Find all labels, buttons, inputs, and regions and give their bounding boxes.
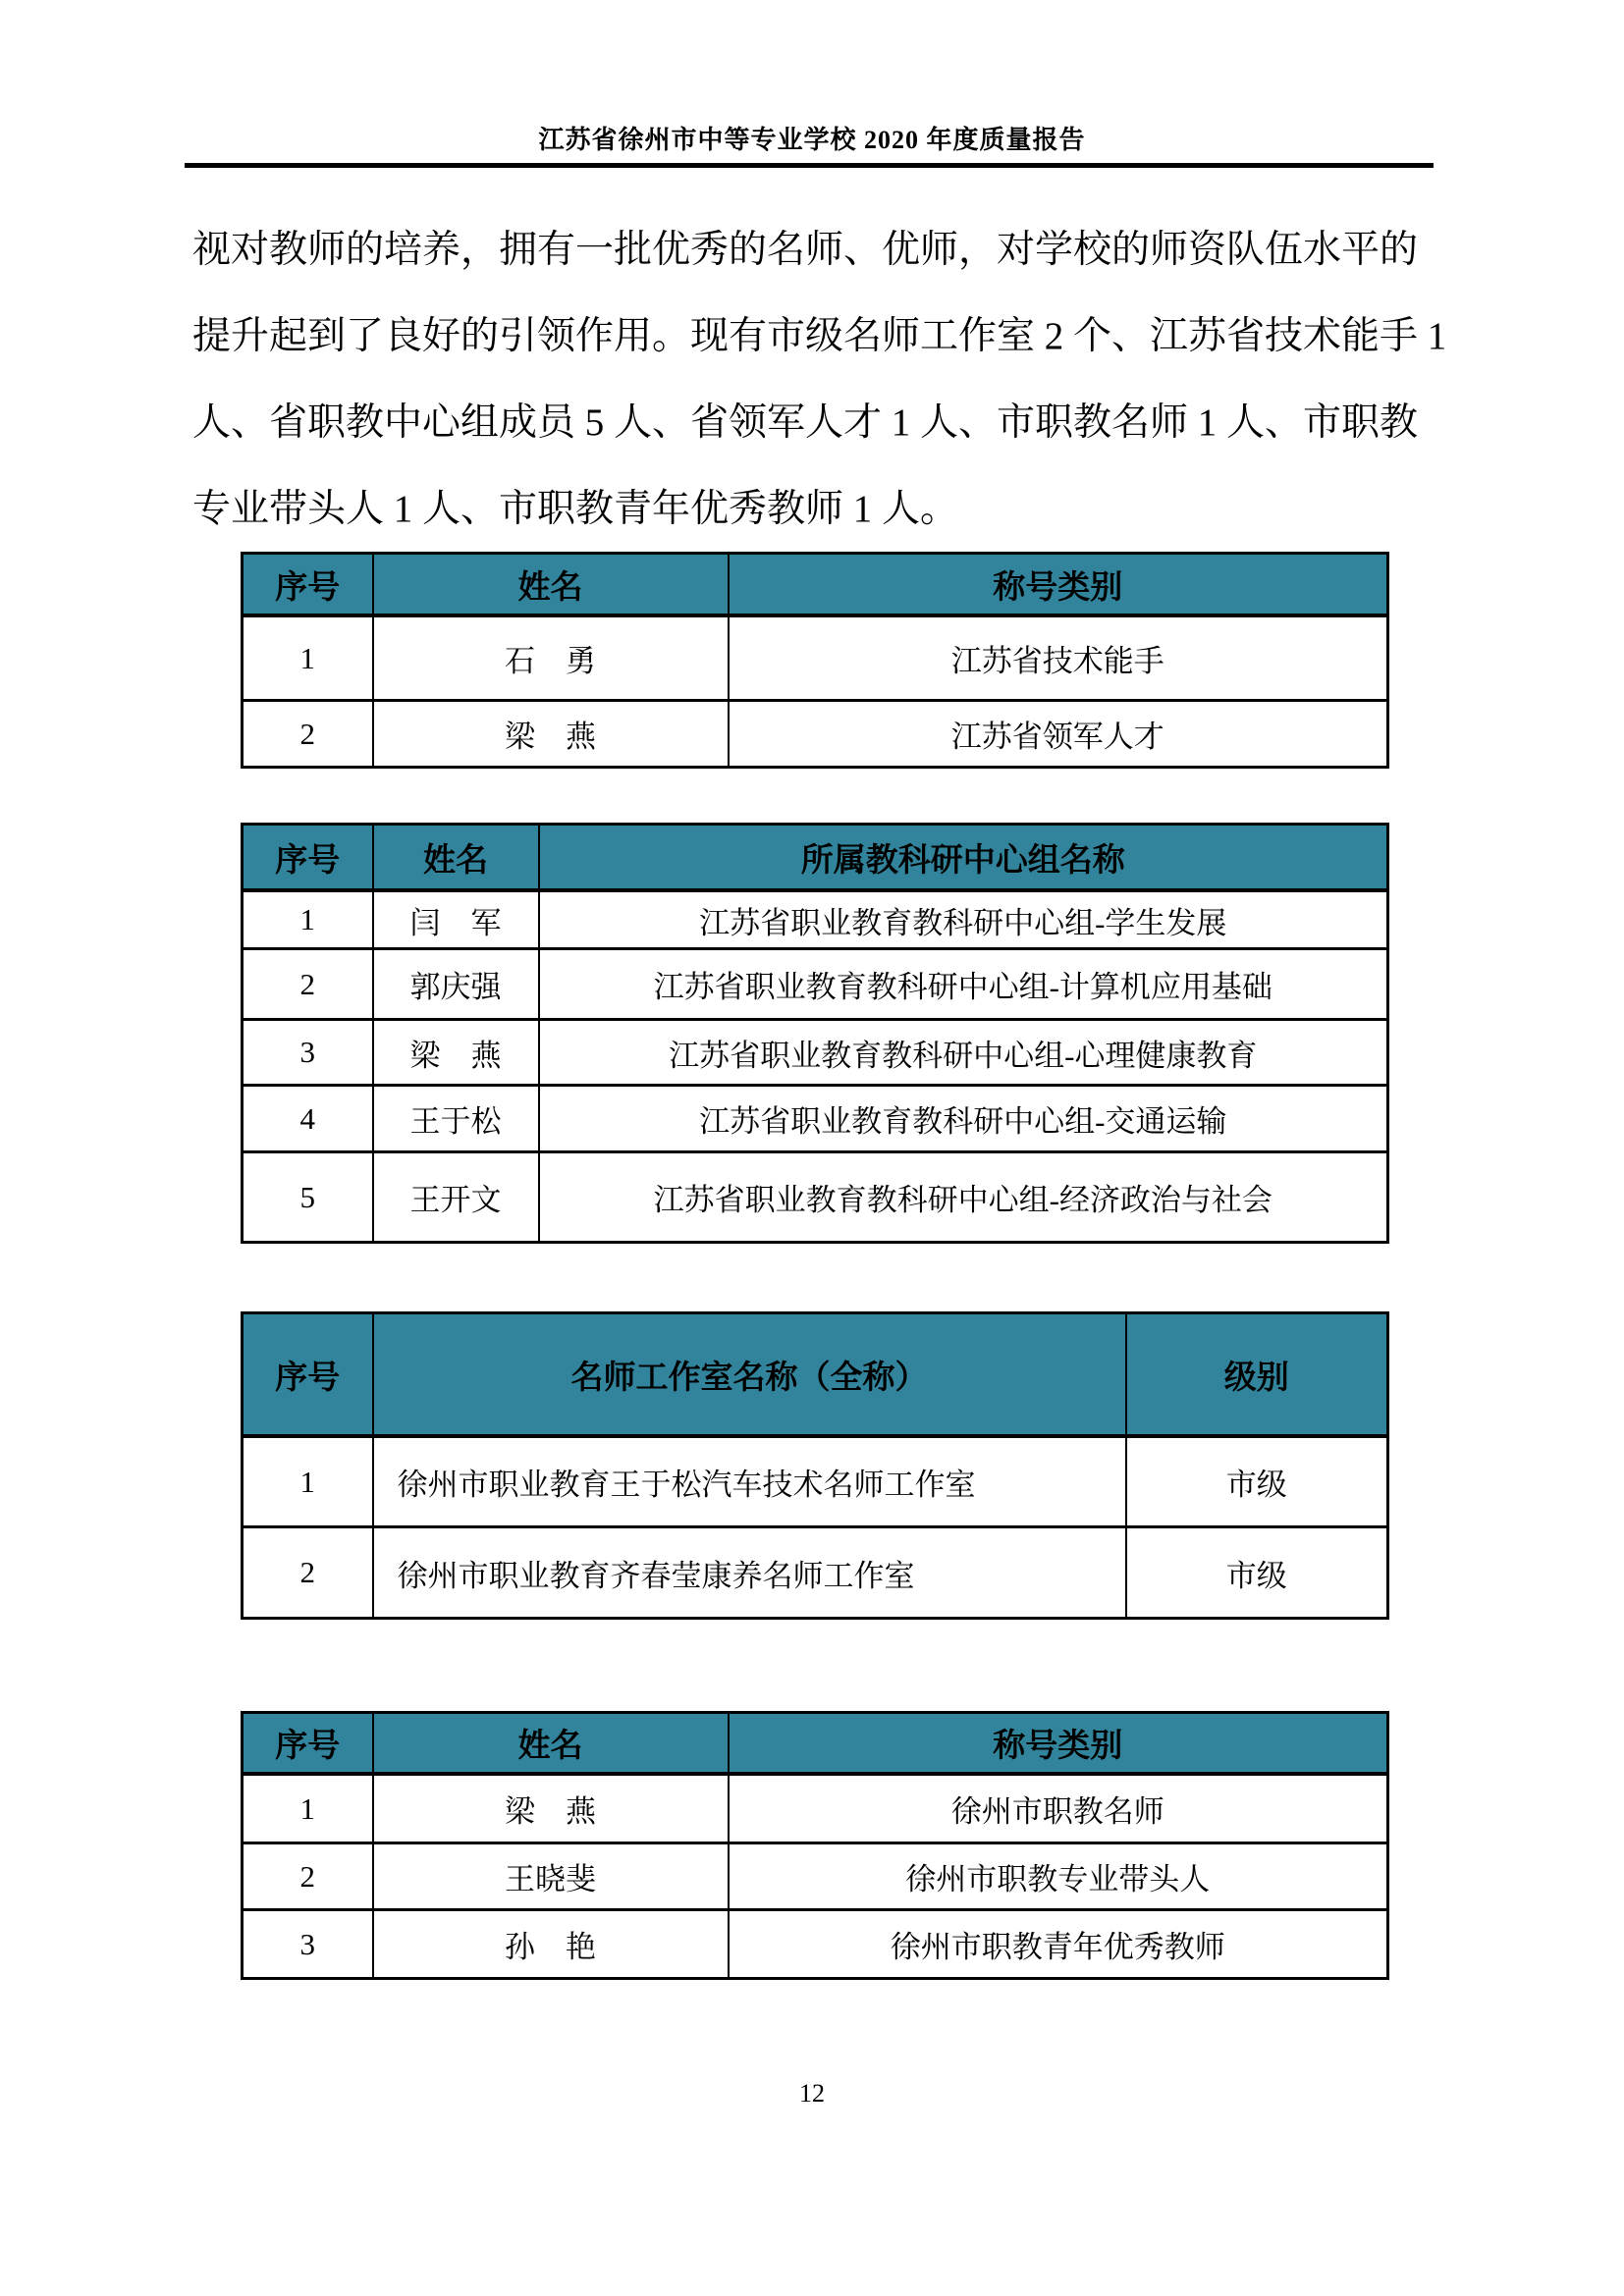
header-cell-seq: 序号 <box>243 1313 373 1437</box>
header-cell-name: 姓名 <box>373 825 539 891</box>
table-row <box>243 1436 1388 1527</box>
cell-seq: 5 <box>243 1152 373 1243</box>
header-cell-name: 姓名 <box>373 554 729 616</box>
table-master-studios <box>241 1311 1386 1620</box>
table-provincial-titles <box>241 552 1386 769</box>
table-row <box>243 890 1388 949</box>
table-row <box>243 1527 1388 1619</box>
header-cell-name: 姓名 <box>373 1713 729 1775</box>
table-row <box>243 1910 1388 1979</box>
header-cell-seq: 序号 <box>243 825 373 891</box>
cell-group: 江苏省职业教育教科研中心组-学生发展 <box>539 890 1388 949</box>
cell-name: 王于松 <box>373 1086 539 1152</box>
header-cell-seq: 序号 <box>243 1713 373 1775</box>
cell-seq: 1 <box>243 1436 373 1527</box>
cell-seq: 4 <box>243 1086 373 1152</box>
cell-name: 王开文 <box>373 1152 539 1243</box>
cell-seq: 2 <box>243 949 373 1020</box>
cell-seq: 1 <box>243 1774 373 1843</box>
cell-name: 孙 艳 <box>373 1910 729 1979</box>
cell-seq: 2 <box>243 1843 373 1910</box>
table-municipal-titles <box>241 1711 1386 1980</box>
cell-title-type: 徐州市职教专业带头人 <box>729 1843 1388 1910</box>
cell-studio: 徐州市职业教育王于松汽车技术名师工作室 <box>373 1436 1126 1527</box>
table-header-row <box>243 825 1388 891</box>
paragraph-line: 专业带头人 1 人、市职教青年优秀教师 1 人。 <box>192 488 959 530</box>
table-row <box>243 1774 1388 1843</box>
header-rule <box>185 163 1434 168</box>
cell-title-type: 徐州市职教青年优秀教师 <box>729 1910 1388 1979</box>
table-row <box>243 1152 1388 1243</box>
paragraph-line: 提升起到了良好的引领作用。现有市级名师工作室 2 个、江苏省技术能手 1 <box>192 315 1447 357</box>
table-header-row <box>243 1313 1388 1437</box>
cell-group: 江苏省职业教育教科研中心组-交通运输 <box>539 1086 1388 1152</box>
cell-group: 江苏省职业教育教科研中心组-经济政治与社会 <box>539 1152 1388 1243</box>
paragraph-line: 人、省职教中心组成员 5 人、省领军人才 1 人、市职教名师 1 人、市职教 <box>192 401 1419 444</box>
table-header-row <box>243 554 1388 616</box>
cell-name: 闫 军 <box>373 890 539 949</box>
cell-name: 郭庆强 <box>373 949 539 1020</box>
table-row <box>243 1843 1388 1910</box>
cell-name: 石 勇 <box>373 615 729 701</box>
header-cell-seq: 序号 <box>243 554 373 616</box>
cell-studio: 徐州市职业教育齐春莹康养名师工作室 <box>373 1527 1126 1619</box>
table-row <box>243 949 1388 1020</box>
cell-seq: 3 <box>243 1020 373 1086</box>
doc-header-title: 江苏省徐州市中等专业学校 2020 年度质量报告 <box>538 126 1086 154</box>
table-row <box>243 1086 1388 1152</box>
cell-name: 梁 燕 <box>373 1774 729 1843</box>
paragraph-line: 视对教师的培养，拥有一批优秀的名师、优师，对学校的师资队伍水平的 <box>192 229 1419 271</box>
body-paragraph <box>192 207 1447 553</box>
table-research-groups <box>241 823 1386 1244</box>
table-row <box>243 1020 1388 1086</box>
cell-title-type: 江苏省技术能手 <box>729 615 1388 701</box>
cell-seq: 2 <box>243 701 373 768</box>
table-header-row <box>243 1713 1388 1775</box>
header-cell-title-type: 称号类别 <box>729 1713 1388 1775</box>
table-row <box>243 701 1388 768</box>
header-cell-studio: 名师工作室名称（全称） <box>373 1313 1126 1437</box>
cell-level: 市级 <box>1126 1527 1388 1619</box>
cell-name: 梁 燕 <box>373 701 729 768</box>
cell-group: 江苏省职业教育教科研中心组-计算机应用基础 <box>539 949 1388 1020</box>
page-number: 12 <box>799 2079 825 2108</box>
cell-title-type: 徐州市职教名师 <box>729 1774 1388 1843</box>
cell-level: 市级 <box>1126 1436 1388 1527</box>
cell-seq: 1 <box>243 890 373 949</box>
cell-group: 江苏省职业教育教科研中心组-心理健康教育 <box>539 1020 1388 1086</box>
header-cell-group: 所属教科研中心组名称 <box>539 825 1388 891</box>
cell-title-type: 江苏省领军人才 <box>729 701 1388 768</box>
header-cell-level: 级别 <box>1126 1313 1388 1437</box>
table-row <box>243 615 1388 701</box>
cell-seq: 3 <box>243 1910 373 1979</box>
cell-seq: 2 <box>243 1527 373 1619</box>
cell-seq: 1 <box>243 615 373 701</box>
header-cell-title-type: 称号类别 <box>729 554 1388 616</box>
cell-name: 王晓斐 <box>373 1843 729 1910</box>
cell-name: 梁 燕 <box>373 1020 539 1086</box>
